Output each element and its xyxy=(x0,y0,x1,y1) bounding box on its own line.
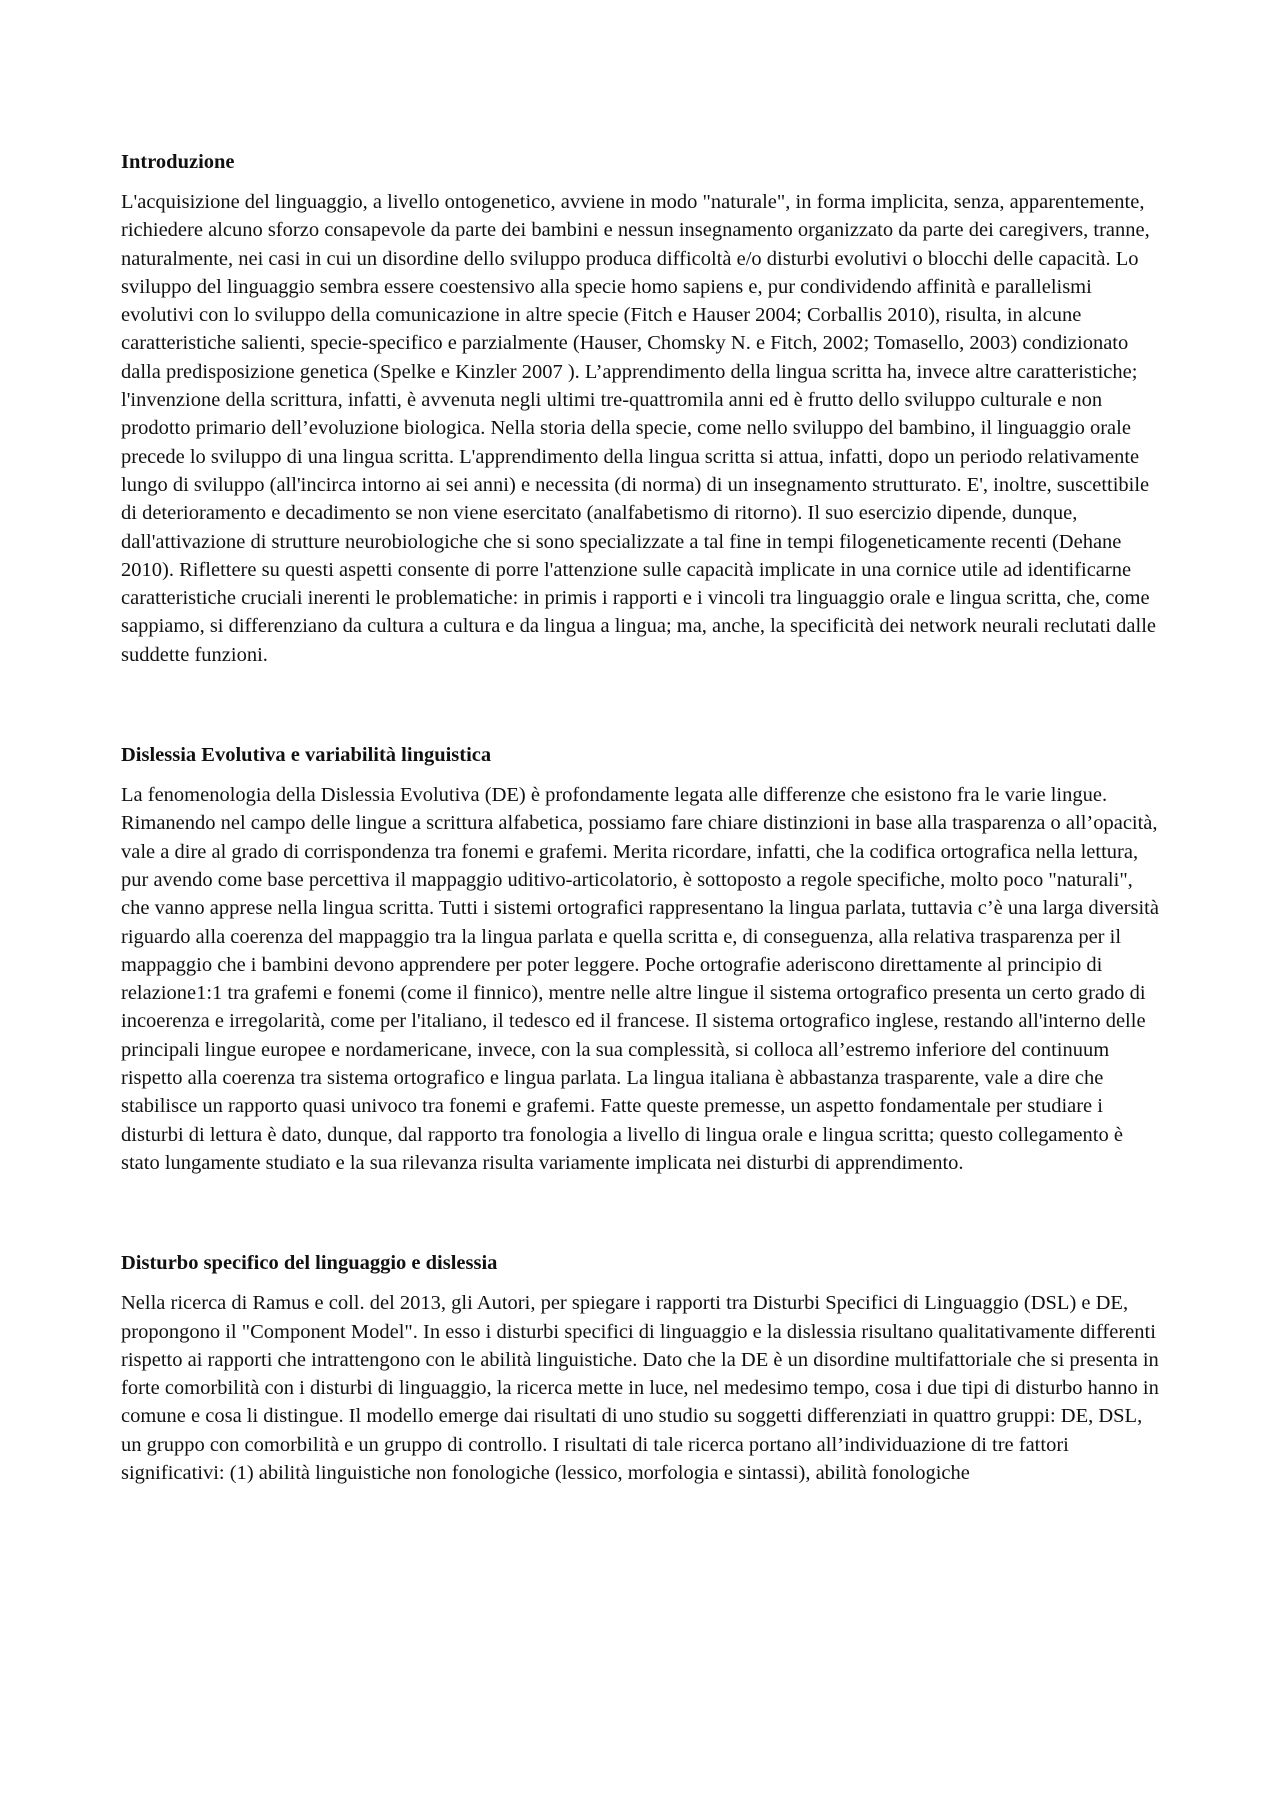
section-heading: Dislessia Evolutiva e variabilità linguistica xyxy=(121,744,492,767)
section-spacer xyxy=(121,1177,1161,1249)
section-paragraph: L'acquisizione del linguaggio, a livello ontogenetico, avviene in modo "naturale", in forma implicita, senza, apparentemente, richiedere alcuno sforzo consapevole da parte dei bambini e nessun insegnamento organizzato da parte dei caregivers, tranne, naturalmente, nei casi in cui un disordine dello sviluppo produca difficoltà e/o disturbi evolutivi o blocchi delle capacità. Lo sviluppo del linguaggio sembra essere coestensivo alla specie homo sapiens e, pur condividendo affinità e parallelismi evolutivi con lo sviluppo della comunicazione in altre specie (Fitch e Hauser 2004; Corballis 2010), risulta, in alcune caratteristiche salienti, specie-specifico e parzialmente (Hauser, Chomsky N. e Fitch, 2002; Tomasello, 2003) condizionato dalla predisposizione genetica (Spelke e Kinzler 2007 ). L’apprendimento della lingua scritta ha, invece altre caratteristiche; l'invenzione della scrittura, infatti, è avvenuta negli ultimi tre-quattromila anni ed è frutto dello sviluppo culturale e non prodotto primario dell’evoluzione biologica. Nella storia della specie, come nello sviluppo del bambino, il linguaggio orale precede lo sviluppo di una lingua scritta. L'apprendimento della lingua scritta si attua, infatti, dopo un periodo relativamente lungo di sviluppo (all'incirca intorno ai sei anni) e necessita (di norma) di un insegnamento strutturato. E', inoltre, suscettibile di deterioramento e decadimento se non viene esercitato (analfabetismo di ritorno). Il suo esercizio dipende, dunque, dall'attivazione di strutture neurobiologiche che si sono specializzate a tal fine in tempi filogeneticamente recenti (Dehane 2010). Riflettere su questi aspetti consente di porre l'attenzione sulle capacità implicate in una cornice utile ad identificarne caratteristiche cruciali inerenti le problematiche: in primis i rapporti e i vincoli tra linguaggio orale e lingua scritta, che, come sappiamo, si differenziano da cultura a cultura e da lingua a lingua; ma, anche, la specificità dei network neurali reclutati dalle suddette funzioni. xyxy=(121,191,1157,666)
section-heading: Introduzione xyxy=(121,151,235,173)
section-paragraph: Nella ricerca di Ramus e coll. del 2013, gli Autori, per spiegare i rapporti tra Disturbi Specifici di Linguaggio (DSL) e DE, propongono il "Component Model". In esso i disturbi specifici di linguaggio e la dislessia risultano qualitativamente differenti rispetto ai rapporti che intrattengono con le abilità linguistiche. Dato che la DE è un disordine multifattoriale che si presenta in forte comorbilità con i disturbi di linguaggio, la ricerca mette in luce, nel medesimo tempo, cosa i due tipi di disturbo hanno in comune e cosa li distingue. Il modello emerge dai risultati di uno studio su soggetti differenziati in quattro gruppi: DE, DSL, un gruppo con comorbilità e un gruppo di controllo. I risultati di tale ricerca portano all’individuazione di tre fattori significativi: (1) abilità linguistiche non fonologiche (lessico, morfologia e sintassi), abilità fonologiche xyxy=(121,1292,1159,1484)
section-disturbo-specifico xyxy=(121,1249,1161,1487)
section-paragraph: La fenomenologia della Dislessia Evolutiva (DE) è profondamente legata alle differenze che esistono fra le varie lingue. Rimanendo nel campo delle lingue a scrittura alfabetica, possiamo fare chiare distinzioni in base alla trasparenza o all’opacità, vale a dire al grado di corrispondenza tra fonemi e grafemi. Merita ricordare, infatti, che la codifica ortografica nella lettura, pur avendo come base percettiva il mappaggio uditivo-articolatorio, è sottoposto a regole specifiche, molto poco "naturali", che vanno apprese nella lingua scritta. Tutti i sistemi ortografici rappresentano la lingua parlata, tuttavia c’è una larga diversità riguardo alla coerenza del mappaggio tra la lingua parlata e quella scritta e, di conseguenza, alla relativa trasparenza per il mappaggio che i bambini devono apprendere per poter leggere. Poche ortografie aderiscono direttamente al principio di relazione1:1 tra grafemi e fonemi (come il finnico), mentre nelle altre lingue il sistema ortografico presenta un certo grado di incoerenza e irregolarità, come per l'italiano, il tedesco ed il francese. Il sistema ortografico inglese, restando all'interno delle principali lingue europee e nordamericane, invece, con la sua complessità, si colloca all’estremo inferiore del continuum rispetto alla coerenza tra sistema ortografico e lingua parlata. La lingua italiana è abbastanza trasparente, vale a dire che stabilisce un rapporto quasi univoco tra fonemi e grafemi. Fatte queste premesse, un aspetto fondamentale per studiare i disturbi di lettura è dato, dunque, dal rapporto tra fonologia a livello di lingua orale e lingua scritta; questo collegamento è stato lungamente studiato e la sua rilevanza risulta variamente implicata nei disturbi di apprendimento. xyxy=(121,784,1159,1174)
document-body xyxy=(121,148,1161,1487)
section-introduzione xyxy=(121,148,1161,669)
section-spacer xyxy=(121,669,1161,741)
section-heading: Disturbo specifico del linguaggio e dislessia xyxy=(121,1252,498,1275)
section-dislessia-evolutiva xyxy=(121,741,1161,1177)
